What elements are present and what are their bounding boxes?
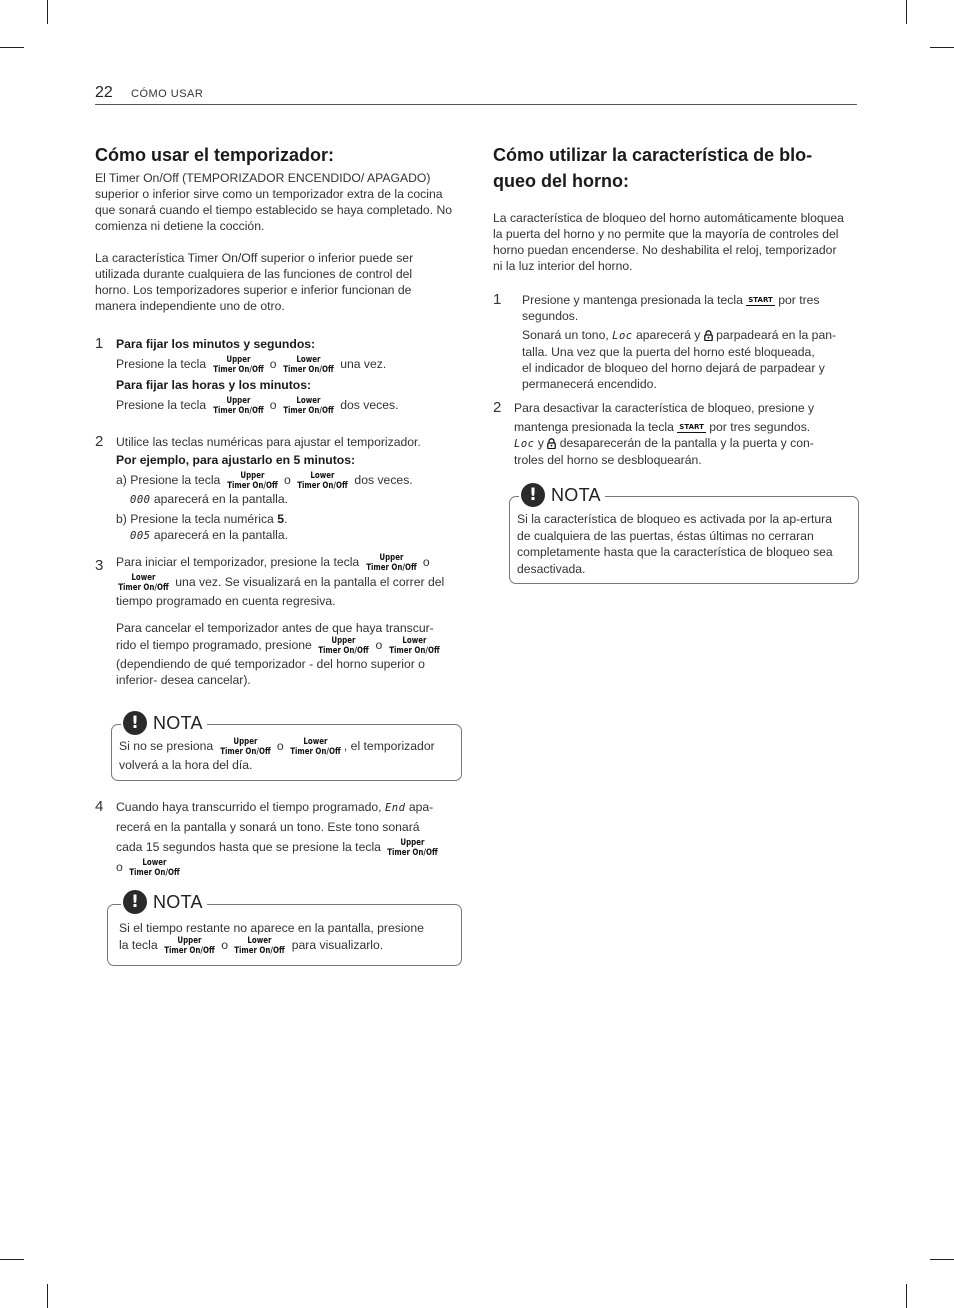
key-top: Lower bbox=[131, 573, 156, 583]
lower-timer-key bbox=[283, 355, 333, 375]
lower-timer-key bbox=[283, 396, 333, 416]
step-2-b-result bbox=[116, 527, 466, 544]
key-bottom: Timer On/Off bbox=[212, 406, 264, 416]
text: por tres segundos. bbox=[709, 420, 811, 434]
key-bottom: Timer On/Off bbox=[387, 848, 439, 858]
step-number: 3 bbox=[95, 557, 104, 574]
text: Cuando haya transcurrido el tiempo programado, bbox=[116, 800, 382, 814]
or-text: o bbox=[422, 555, 430, 570]
lower-timer-key bbox=[290, 737, 340, 757]
key-top: Upper bbox=[225, 355, 250, 365]
lock-step-2-line-1: Para desactivar la característica de bloqueo, presione y bbox=[514, 401, 815, 415]
lock-step-1 bbox=[522, 292, 862, 392]
display-end: End bbox=[384, 802, 406, 814]
right-title-line-1: Cómo utilizar la característica de blo- bbox=[493, 145, 813, 165]
text: Presione y mantenga presionada la tecla bbox=[522, 293, 743, 307]
step-1-heading-1: Para fijar los minutos y segundos: bbox=[116, 337, 316, 351]
lock-step-2-line-4: troles del horno se desbloquearán. bbox=[514, 453, 702, 467]
note-header bbox=[121, 711, 207, 735]
key-top: Upper bbox=[232, 737, 258, 747]
key-top: Lower bbox=[296, 396, 321, 406]
display-005: 005 bbox=[130, 530, 151, 542]
step-number: 2 bbox=[493, 399, 502, 416]
number-5: 5 bbox=[277, 512, 285, 526]
text: cada 15 segundos hasta que se presione la tecla bbox=[116, 840, 381, 855]
text: Presione la tecla bbox=[116, 357, 207, 372]
lower-timer-key bbox=[118, 573, 168, 593]
text: Sonará un tono, bbox=[522, 328, 609, 342]
display-000: 000 bbox=[130, 494, 151, 506]
crop-mark bbox=[906, 1284, 907, 1308]
step-2-a bbox=[116, 471, 466, 491]
key-top: Upper bbox=[331, 636, 356, 646]
left-intro-2: La característica Timer On/Off superior o inferior puede ser utilizada durante cualquiera de las funciones de control del horno. Los temporizadores superior e inferior funcionan de manera independiente uno de otro. bbox=[95, 251, 414, 313]
step-number: 1 bbox=[95, 335, 104, 352]
key-bottom: Timer On/Off bbox=[318, 646, 369, 656]
lock-step-1-line-2: segundos. bbox=[522, 309, 579, 323]
key-bottom: Timer On/Off bbox=[219, 747, 271, 757]
step-2-heading: Por ejemplo, para ajustarlo en 5 minutos: bbox=[116, 453, 356, 467]
step-3-cancel-2 bbox=[116, 636, 466, 656]
or-text: o bbox=[269, 357, 277, 372]
note-label: NOTA bbox=[153, 712, 203, 733]
right-title-line-2: queo del horno: bbox=[493, 171, 629, 191]
key-bottom: Timer On/Off bbox=[212, 365, 264, 375]
crop-mark bbox=[930, 1259, 954, 1260]
key-top: Upper bbox=[177, 936, 202, 946]
right-column bbox=[493, 142, 858, 274]
key-bottom: Timer On/Off bbox=[297, 481, 348, 491]
start-key: START bbox=[679, 422, 704, 431]
page-number: 22 bbox=[95, 84, 113, 101]
text: aparecerá y bbox=[636, 328, 701, 342]
lock-step-1-line-3 bbox=[522, 327, 862, 344]
text: aparecerá en la pantalla. bbox=[153, 528, 289, 542]
key-top: Upper bbox=[379, 553, 404, 563]
text: rido el tiempo programado, presione bbox=[116, 638, 312, 653]
lower-timer-key bbox=[389, 636, 439, 656]
left-title: Cómo usar el temporizador: bbox=[95, 145, 335, 165]
text: . bbox=[284, 512, 288, 526]
step-1-line-2 bbox=[116, 396, 466, 416]
warning-icon: ! bbox=[521, 483, 545, 507]
step-2-a-result bbox=[116, 491, 466, 508]
key-bottom: Timer On/Off bbox=[365, 563, 417, 573]
lower-timer-key bbox=[129, 858, 179, 878]
text: dos veces. bbox=[340, 398, 399, 413]
step-3-line-2 bbox=[116, 573, 466, 609]
text: apa- bbox=[408, 800, 434, 814]
key-top: Lower bbox=[142, 858, 167, 868]
text: por tres bbox=[778, 293, 820, 307]
key-bottom: Timer On/Off bbox=[234, 946, 286, 956]
or-text: o bbox=[375, 638, 383, 653]
key-bottom: Timer On/Off bbox=[226, 481, 278, 491]
right-intro: La característica de bloqueo del horno automáticamente bloquea la puerta del horno y no permite que la mayoría de controles del horno puedan encenderse. No deshabilita el reloj, temporizador ni la luz interior del horno. bbox=[493, 211, 844, 273]
step-2-line-1: Utilice las teclas numéricas para ajustar el temporizador. bbox=[116, 435, 421, 449]
key-top: Lower bbox=[402, 636, 427, 646]
key-bottom: Timer On/Off bbox=[118, 583, 169, 593]
or-text: o bbox=[221, 938, 229, 953]
key-bottom: Timer On/Off bbox=[388, 646, 440, 656]
key-bottom: Timer On/Off bbox=[283, 365, 334, 375]
step-3-cancel-3: (dependiendo de qué temporizador - del horno superior o inferior- desea cancelar). bbox=[116, 657, 425, 687]
warning-icon: ! bbox=[123, 711, 147, 735]
lock-step-1-line-6: permanecerá encendido. bbox=[522, 377, 657, 391]
lower-timer-key bbox=[297, 471, 347, 491]
start-key: START bbox=[748, 295, 773, 304]
note-text: Si la característica de bloqueo es activada por la ap-ertura de cualquiera de las puertas, éstas últimas no cerraran completamente hasta que la característica de bloqueo sea desactivada. bbox=[517, 512, 833, 576]
crop-mark bbox=[0, 1259, 24, 1260]
step-4-line-4 bbox=[116, 858, 466, 878]
text: desaparecerán de la pantalla y la puerta y con- bbox=[559, 436, 814, 450]
or-text: o bbox=[276, 739, 284, 754]
crop-mark bbox=[47, 0, 48, 24]
text: mantenga presionada la tecla bbox=[514, 420, 674, 434]
lock-step-1-line-4: talla. Una vez que la puerta del horno esté bloqueada, bbox=[522, 345, 815, 359]
text: parpadeará en la pan- bbox=[716, 328, 837, 342]
crop-mark bbox=[930, 47, 954, 48]
key-top: Upper bbox=[240, 471, 265, 481]
note-header bbox=[121, 890, 207, 914]
section-title: CÓMO USAR bbox=[131, 88, 204, 100]
upper-timer-key bbox=[388, 838, 438, 858]
key-top: Lower bbox=[296, 355, 321, 365]
text: b) Presione la tecla numérica bbox=[116, 512, 274, 526]
lock-step-2 bbox=[514, 400, 859, 468]
step-3-cancel-1: Para cancelar el temporizador antes de que haya transcur- bbox=[116, 621, 434, 635]
step-3 bbox=[116, 553, 466, 688]
upper-timer-key bbox=[213, 396, 263, 416]
key-top: Lower bbox=[310, 471, 335, 481]
step-4-line-3 bbox=[116, 838, 466, 858]
lock-icon bbox=[704, 330, 713, 341]
text: , el temporizador volverá a la hora del día. bbox=[119, 739, 435, 772]
step-number: 2 bbox=[95, 433, 104, 450]
lock-step-1-line-5: el indicador de bloqueo del horno dejará de parpadear y bbox=[522, 361, 825, 375]
step-4-line-2: recerá en la pantalla y sonará un tono. Este tono sonará bbox=[116, 820, 420, 834]
key-top: Upper bbox=[400, 838, 425, 848]
note-text bbox=[119, 737, 455, 773]
upper-timer-key bbox=[213, 355, 263, 375]
key-bottom: Timer On/Off bbox=[164, 946, 215, 956]
step-2-b bbox=[116, 511, 466, 527]
step-4-line-1 bbox=[116, 799, 466, 816]
note-header bbox=[519, 483, 605, 507]
crop-mark bbox=[0, 47, 24, 48]
step-3-line-1 bbox=[116, 553, 466, 573]
upper-timer-key bbox=[164, 936, 214, 956]
text: Si el tiempo restante no aparece en la pantalla, presione bbox=[119, 921, 424, 935]
left-column bbox=[95, 142, 465, 314]
lock-step-2-line-2 bbox=[514, 419, 859, 435]
text: una vez. Se visualizará en la pantalla el correr del tiempo programado en cuenta regresiva. bbox=[116, 575, 445, 608]
lower-timer-key bbox=[235, 936, 285, 956]
key-bottom: Timer On/Off bbox=[129, 868, 180, 878]
key-bottom: Timer On/Off bbox=[290, 747, 341, 757]
step-number: 4 bbox=[95, 798, 104, 815]
display-loc: Loc bbox=[514, 438, 535, 450]
text: y bbox=[537, 436, 544, 450]
crop-mark bbox=[906, 0, 907, 24]
note-label: NOTA bbox=[551, 484, 601, 505]
step-2 bbox=[116, 434, 466, 544]
key-top: Lower bbox=[303, 737, 328, 747]
upper-timer-key bbox=[227, 471, 277, 491]
note-line-2 bbox=[119, 936, 455, 956]
key-bottom: Timer On/Off bbox=[283, 406, 334, 416]
step-number: 1 bbox=[493, 291, 502, 308]
text: la tecla bbox=[119, 938, 158, 953]
step-1-line-1 bbox=[116, 355, 466, 375]
note-label: NOTA bbox=[153, 891, 203, 912]
text: dos veces. bbox=[354, 473, 413, 488]
upper-timer-key bbox=[318, 636, 368, 656]
or-text: o bbox=[283, 473, 291, 488]
lock-step-1-line-1 bbox=[522, 292, 862, 308]
display-loc: Loc bbox=[612, 330, 633, 342]
lock-icon bbox=[547, 438, 556, 449]
lock-step-2-line-3 bbox=[514, 435, 859, 452]
or-text: o bbox=[116, 860, 123, 875]
crop-mark bbox=[47, 1284, 48, 1308]
step-4 bbox=[116, 799, 466, 878]
step-1-heading-2: Para fijar las horas y los minutos: bbox=[116, 378, 312, 392]
text: una vez. bbox=[340, 357, 387, 372]
text: Si no se presiona bbox=[119, 739, 214, 754]
left-intro-1: El Timer On/Off (TEMPORIZADOR ENCENDIDO/ APAGADO) superior o inferior sirve como un temporizador extra de la cocina que sonará cuando el tiempo establecido se haya completado. No comienza ni detiene la cocción. bbox=[95, 171, 453, 233]
page-header bbox=[95, 84, 857, 105]
text: aparecerá en la pantalla. bbox=[153, 492, 289, 506]
text: Para iniciar el temporizador, presione la tecla bbox=[116, 555, 360, 570]
upper-timer-key bbox=[366, 553, 416, 573]
note-text bbox=[119, 920, 455, 956]
text: a) Presione la tecla bbox=[116, 473, 221, 488]
warning-icon: ! bbox=[123, 890, 147, 914]
key-top: Lower bbox=[247, 936, 272, 946]
step-1 bbox=[116, 336, 466, 416]
text: para visualizarlo. bbox=[291, 938, 384, 953]
upper-timer-key bbox=[220, 737, 270, 757]
key-top: Upper bbox=[225, 396, 250, 406]
or-text: o bbox=[269, 398, 277, 413]
text: Presione la tecla bbox=[116, 398, 207, 413]
